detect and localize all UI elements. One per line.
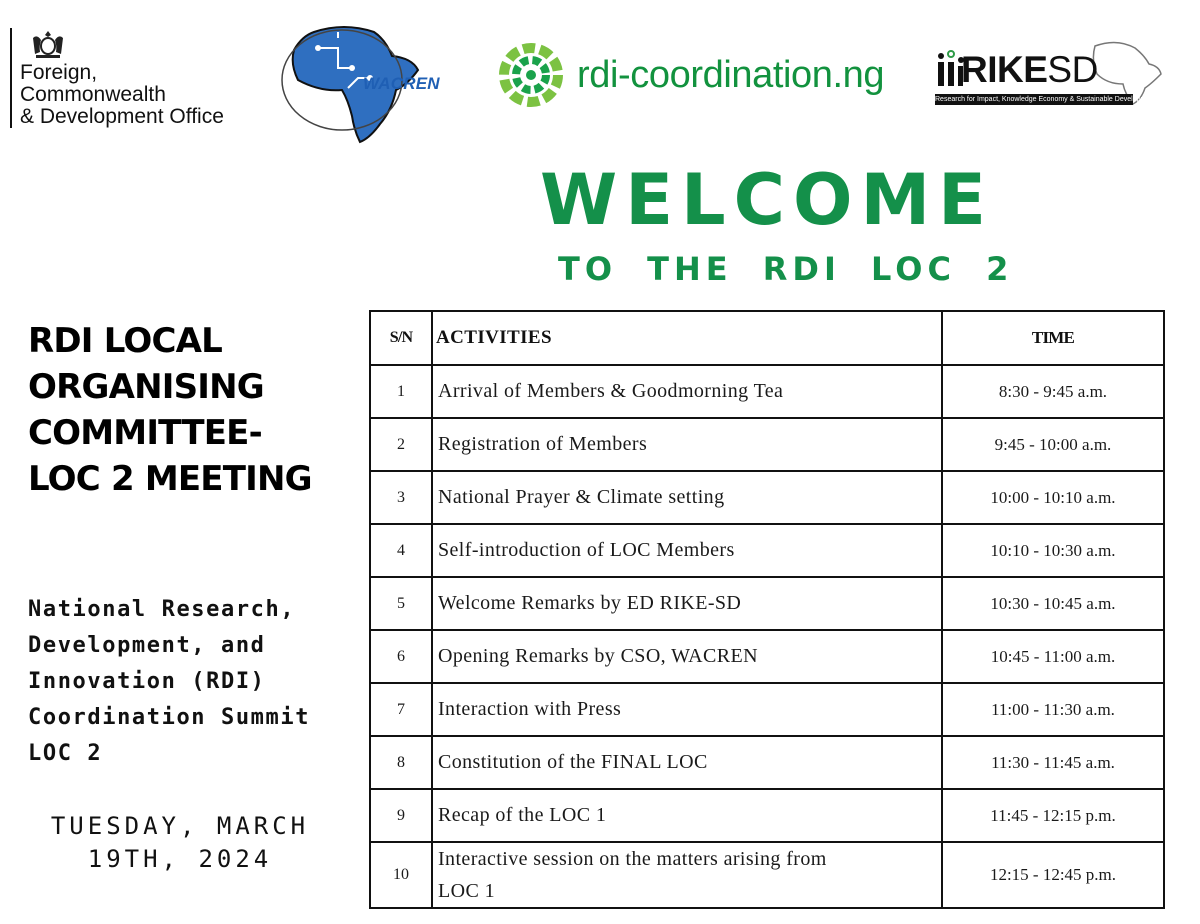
row-sn: 6 xyxy=(370,630,432,683)
row-time: 11:00 - 11:30 a.m. xyxy=(942,683,1164,736)
summit-subtitle-line-1: National Research, xyxy=(28,597,296,622)
meeting-date xyxy=(22,810,338,876)
table-row xyxy=(370,789,1164,842)
row-activity-line-2: LOC 1 xyxy=(438,880,495,902)
summit-subtitle-line-2: Development, and xyxy=(28,633,266,658)
row-sn: 8 xyxy=(370,736,432,789)
row-activity-line-1: Interactive session on the matters arising from xyxy=(438,848,827,870)
meeting-title-line-2: ORGANISING xyxy=(28,367,264,407)
row-sn: 3 xyxy=(370,471,432,524)
row-sn: 4 xyxy=(370,524,432,577)
rikesd-word-sd: SD xyxy=(1047,49,1098,90)
meeting-title-line-3: COMMITTEE- xyxy=(28,413,262,453)
row-activity: Interaction with Press xyxy=(432,683,942,736)
fcdo-line-2: Commonwealth xyxy=(20,83,166,106)
table-row xyxy=(370,524,1164,577)
rikesd-wordmark xyxy=(961,50,1098,90)
rdi-wordmark: rdi-coordination.ng xyxy=(577,54,885,96)
row-sn: 10 xyxy=(370,842,432,908)
table-row xyxy=(370,842,1164,908)
table-row xyxy=(370,736,1164,789)
row-activity: National Prayer & Climate setting xyxy=(432,471,942,524)
table-row xyxy=(370,630,1164,683)
row-sn: 9 xyxy=(370,789,432,842)
fcdo-name xyxy=(20,62,280,128)
table-row xyxy=(370,365,1164,418)
meeting-title-line-1: RDI LOCAL xyxy=(28,321,222,361)
row-activity: Self-introduction of LOC Members xyxy=(432,524,942,577)
header-time: TIME xyxy=(942,311,1164,365)
row-time: 10:45 - 11:00 a.m. xyxy=(942,630,1164,683)
row-activity: Constitution of the FINAL LOC xyxy=(432,736,942,789)
row-activity: Registration of Members xyxy=(432,418,942,471)
row-activity: Welcome Remarks by ED RIKE-SD xyxy=(432,577,942,630)
welcome-heading: WELCOME xyxy=(540,159,994,241)
header-activities: ACTIVITIES xyxy=(432,311,942,365)
welcome-subtitle: TO THE RDI LOC 2 xyxy=(558,250,1014,288)
rikesd-logo xyxy=(935,38,1165,122)
meeting-date-line-1: TUESDAY, MARCH xyxy=(50,812,310,840)
rikesd-tagline: Research for Impact, Knowledge Economy & Sustainable Development xyxy=(935,96,1157,103)
wacren-wordmark: WACREN xyxy=(363,74,440,93)
agenda-table xyxy=(369,310,1165,909)
row-sn: 5 xyxy=(370,577,432,630)
header-sn: S/N xyxy=(370,311,432,365)
row-activity: Arrival of Members & Goodmorning Tea xyxy=(432,365,942,418)
row-time: 8:30 - 9:45 a.m. xyxy=(942,365,1164,418)
meeting-date-line-2: 19TH, 2024 xyxy=(87,845,273,873)
rdi-swirl-icon xyxy=(500,44,562,106)
summit-subtitle-line-5: LOC 2 xyxy=(28,741,103,766)
row-time: 12:15 - 12:45 p.m. xyxy=(942,842,1164,908)
summit-subtitle-line-4: Coordination Summit xyxy=(28,705,311,730)
rikesd-word-rike: RIKE xyxy=(961,49,1048,90)
table-row xyxy=(370,577,1164,630)
fcdo-line-3: & Development Office xyxy=(20,105,224,128)
wacren-logo xyxy=(278,18,458,146)
row-time: 11:45 - 12:15 p.m. xyxy=(942,789,1164,842)
table-row xyxy=(370,683,1164,736)
fcdo-divider xyxy=(10,28,12,128)
meeting-title-line-4: LOC 2 MEETING xyxy=(28,459,312,499)
row-activity: Recap of the LOC 1 xyxy=(432,789,942,842)
table-row xyxy=(370,471,1164,524)
row-sn: 1 xyxy=(370,365,432,418)
table-header-row xyxy=(370,311,1164,365)
row-time: 10:00 - 10:10 a.m. xyxy=(942,471,1164,524)
row-time: 9:45 - 10:00 a.m. xyxy=(942,418,1164,471)
row-time: 10:10 - 10:30 a.m. xyxy=(942,524,1164,577)
fcdo-line-1: Foreign, xyxy=(20,61,98,84)
summit-subtitle xyxy=(28,592,373,772)
royal-crest-icon xyxy=(30,28,66,60)
summit-subtitle-line-3: Innovation (RDI) xyxy=(28,669,266,694)
table-row xyxy=(370,418,1164,471)
row-activity xyxy=(432,842,942,908)
row-time: 10:30 - 10:45 a.m. xyxy=(942,577,1164,630)
meeting-title xyxy=(28,318,358,502)
row-sn: 2 xyxy=(370,418,432,471)
row-activity: Opening Remarks by CSO, WACREN xyxy=(432,630,942,683)
row-time: 11:30 - 11:45 a.m. xyxy=(942,736,1164,789)
row-sn: 7 xyxy=(370,683,432,736)
